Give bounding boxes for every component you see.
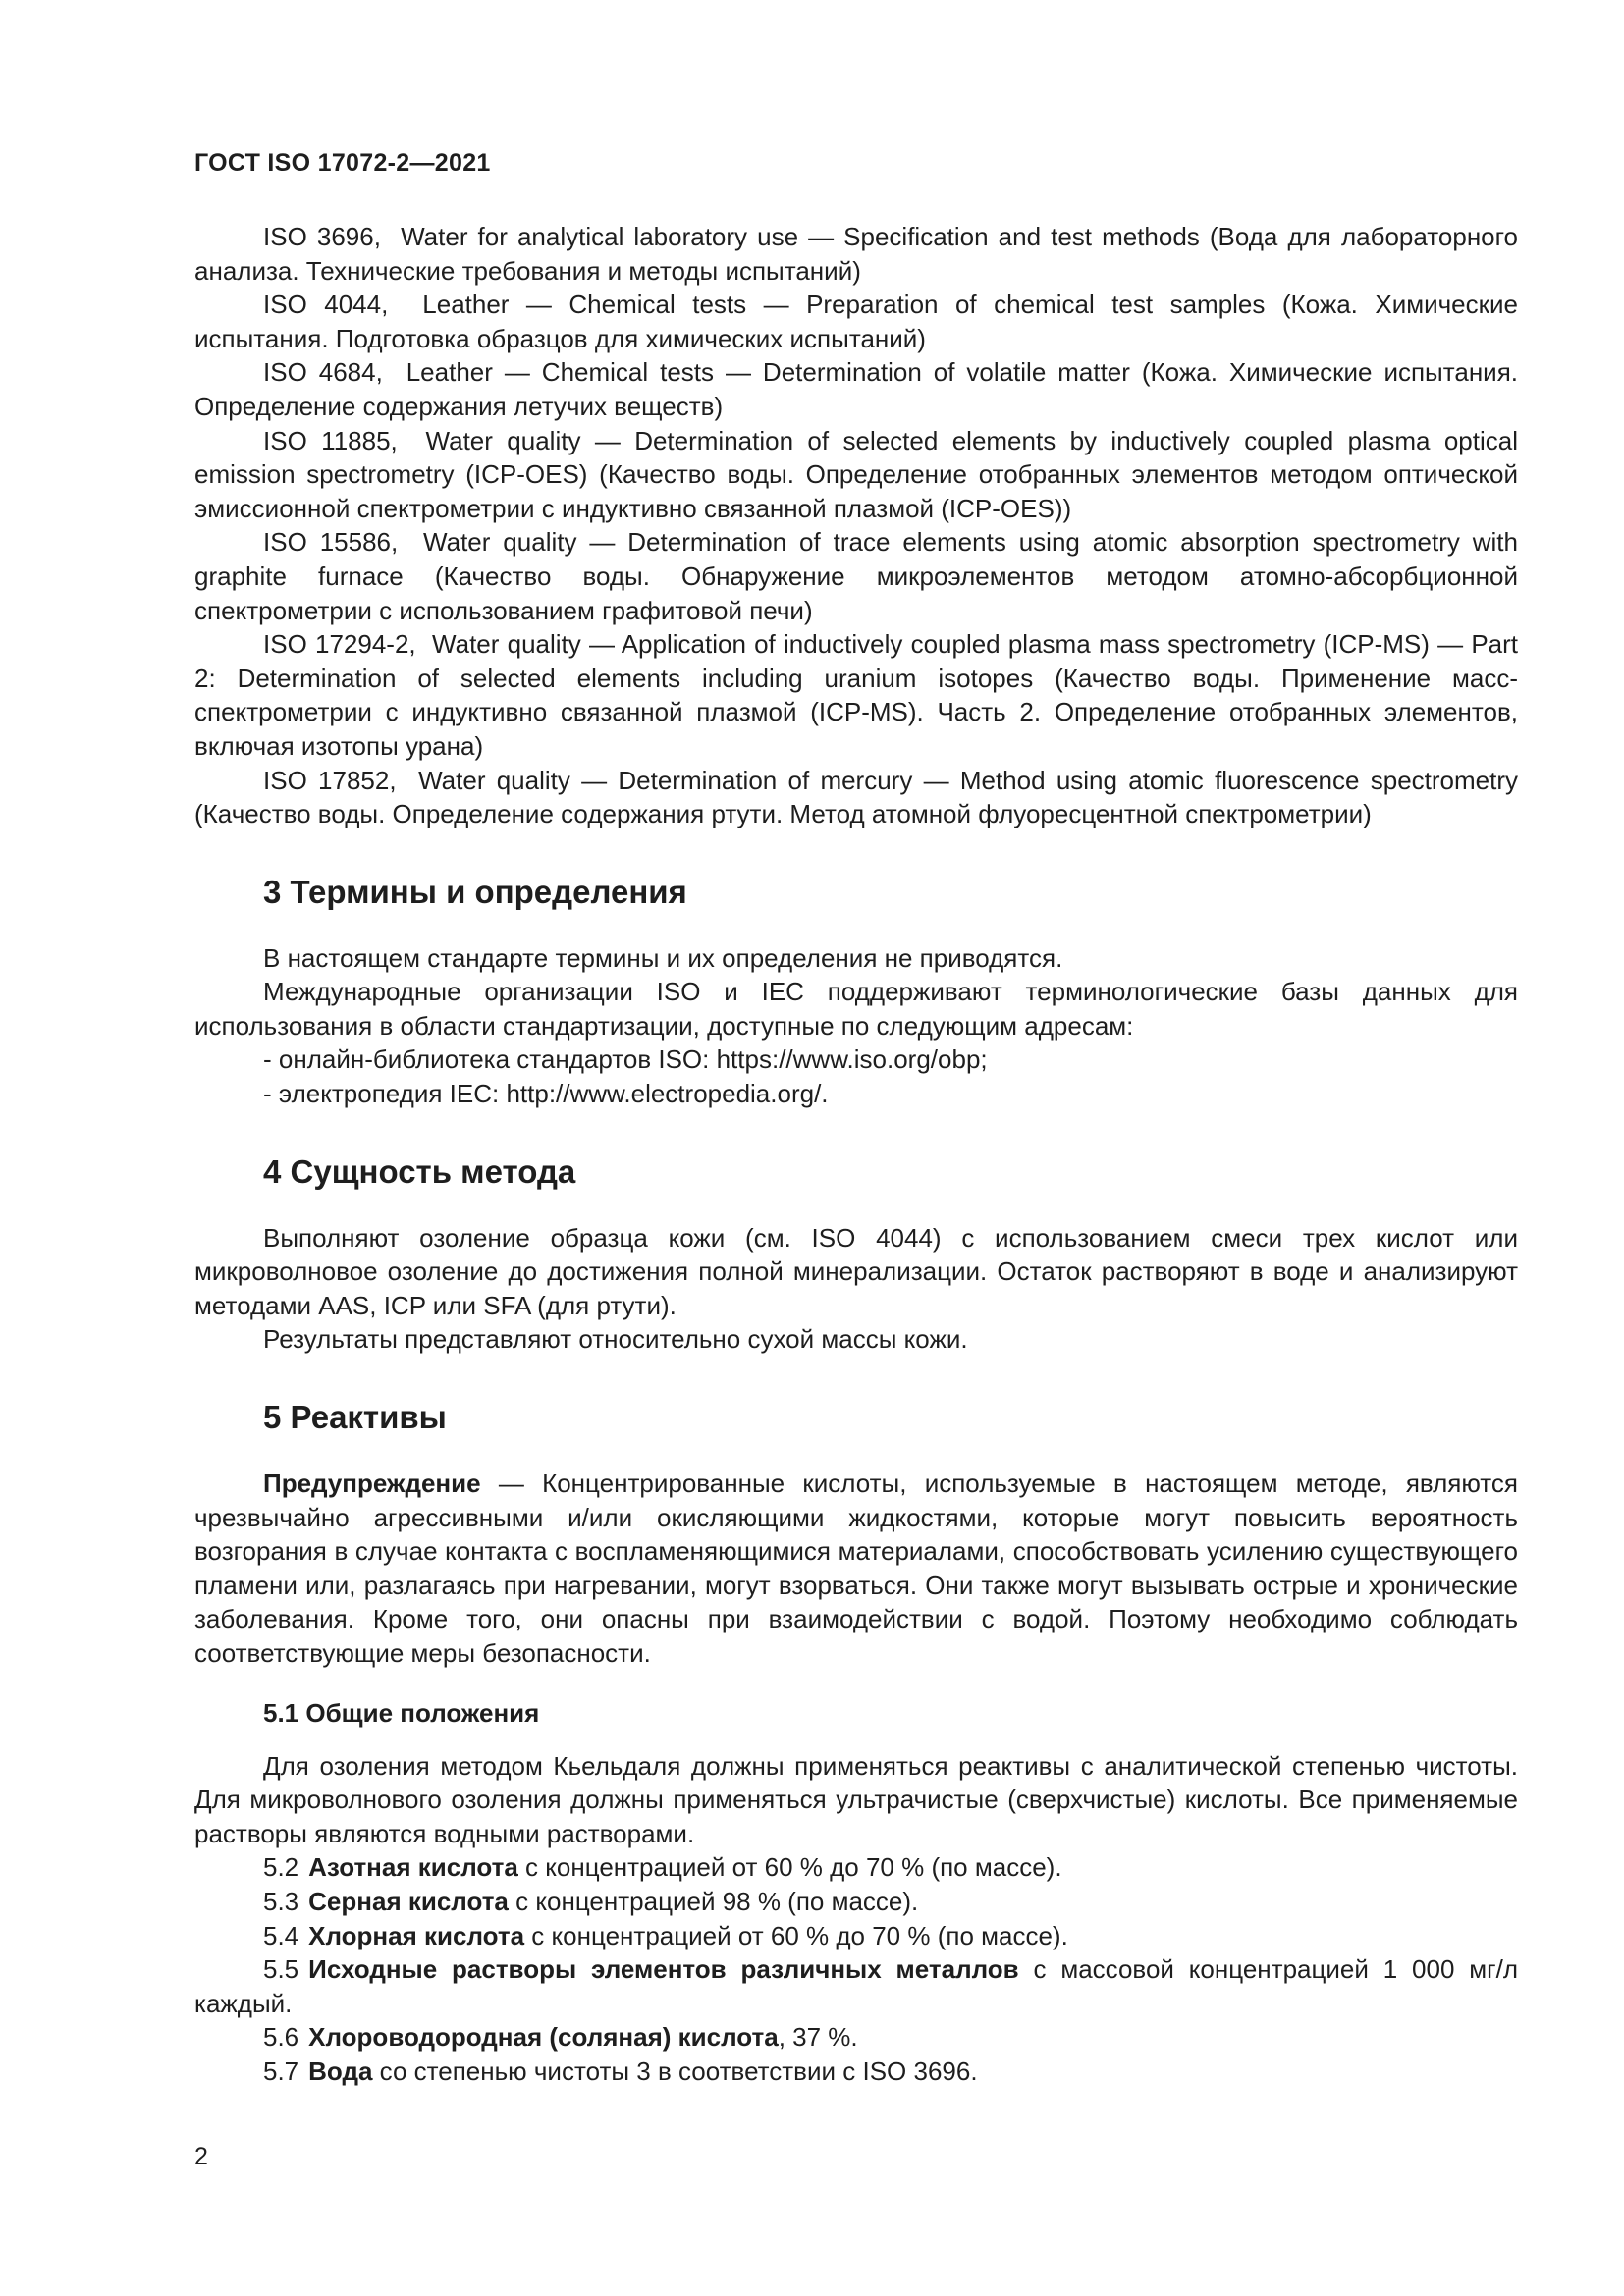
section-4-paragraph: Результаты представляют относительно сухой массы кожи. — [263, 1324, 968, 1355]
reference-item: ISO 15586, Water quality — Determination of trace elements using atomic absorption spectrometry with graphite furnace (Качество воды. Обнаружение микроэлементов методом атомно-абсорбционной спектрометрии с использованием графитовой печи) — [194, 527, 1518, 625]
subsection-5-1-paragraph: Для озоления методом Кьельдаля должны применяться реактивы с аналитической степенью чистоты. Для микроволнового озоления должны применяться ультрачистые (сверхчистые) кислоты. Все применяемые растворы являются водными растворами. — [194, 1750, 1518, 1848]
document-header: ГОСТ ISO 17072-2—2021 — [194, 149, 491, 177]
reference-item: ISO 3696, Water for analytical laboratory use — Specification and test methods (Вода для лабораторного анализа. Технические требования и методы испытаний) — [194, 222, 1519, 286]
reference-item: ISO 17852, Water quality — Determination of mercury — Method using atomic fluorescence spectrometry (Качество воды. Определение содержания ртути. Метод атомной флуоресцентной спектрометрии) — [194, 765, 1518, 829]
warning-label: Предупреждение — [263, 1468, 481, 1499]
reagent-item: 5.3 Серная кислота с концентрацией 98 % (по массе). — [263, 1886, 919, 1916]
section-3-paragraph: В настоящем стандарте термины и их определения не приводятся. — [263, 942, 1063, 973]
reagent-item: 5.5 Исходные растворы элементов различных металлов с массовой концентрацией 1 000 мг/л каждый. — [194, 1954, 1519, 2018]
page-content — [194, 220, 1518, 2089]
reagent-item: 5.4 Хлорная кислота с концентрацией от 60 % до 70 % (по массе). — [263, 1920, 1068, 1950]
section-5-heading: 5 Реактивы — [263, 1399, 447, 1436]
reagent-item: 5.6 Хлороводородная (соляная) кислота, 37 %. — [263, 2022, 858, 2053]
reagent-item: 5.2 Азотная кислота с концентрацией от 60 % до 70 % (по массе). — [263, 1852, 1062, 1883]
electropedia-link-item: - электропедия IEC: http://www.electropedia.org/. — [263, 1079, 829, 1109]
reference-item: ISO 4684, Leather — Chemical tests — Determination of volatile matter (Кожа. Химические испытания. Определение содержания летучих веществ) — [194, 357, 1519, 421]
section-4-paragraph: Выполняют озоление образца кожи (см. ISO 4044) с использованием смеси трех кислот или микроволновое озоление до достижения полной минерализации. Остаток растворяют в воде и анализируют методами AAS, ICP или SFA (для ртути). — [194, 1222, 1518, 1320]
warning-paragraph: Предупреждение — Концентрированные кислоты, используемые в настоящем методе, являются чрезвычайно агрессивными и/или окисляющими жидкостями, которые могут повысить вероятность возгорания в случае контакта с воспламеняющимися материалами, способствовать усилению существующего пламени или, разлагаясь при нагревании, могут взорваться. Они также могут вызывать острые и хронические заболевания. Кроме того, они опасны при взаимодействии с водой. Поэтому необходимо соблюдать соответствующие меры безопасности. — [194, 1468, 1518, 1668]
subsection-5-1-heading: 5.1 Общие положения — [263, 1697, 540, 1728]
reference-item: ISO 11885, Water quality — Determination of selected elements by inductively coupled plasma optical emission spectrometry (ICP-OES) (Качество воды. Определение отобранных элементов методом оптической эмиссионной спектрометрии с индуктивно связанной плазмой (ICP-OES)) — [194, 425, 1518, 523]
reference-item: ISO 17294-2, Water quality — Application of inductively coupled plasma mass spectrometry (ICP-MS) — Part 2: Determination of selected elements including uranium isotopes (Качество воды. Применение масс-спектрометрии с индуктивно связанной плазмой (ICP-MS). Часть 2. Определение отобранных элементов, включая изотопы урана) — [194, 629, 1519, 761]
reference-item: ISO 4044, Leather — Chemical tests — Preparation of chemical test samples (Кожа. Химические испытания. Подготовка образцов для химических испытаний) — [194, 290, 1519, 353]
reagent-item: 5.7 Вода со степенью чистоты 3 в соответствии с ISO 3696. — [263, 2056, 978, 2086]
section-3-heading: 3 Термины и определения — [263, 873, 687, 910]
page-number: 2 — [194, 2143, 208, 2170]
section-4-heading: 4 Сущность метода — [263, 1152, 576, 1190]
iso-obp-link-item: - онлайн-библиотека стандартов ISO: https://www.iso.org/obp; — [263, 1044, 988, 1075]
section-3-paragraph: Международные организации ISO и IEC поддерживают терминологические базы данных для использования в области стандартизации, доступные по следующим адресам: — [194, 977, 1518, 1041]
normative-references-list — [194, 220, 1518, 831]
